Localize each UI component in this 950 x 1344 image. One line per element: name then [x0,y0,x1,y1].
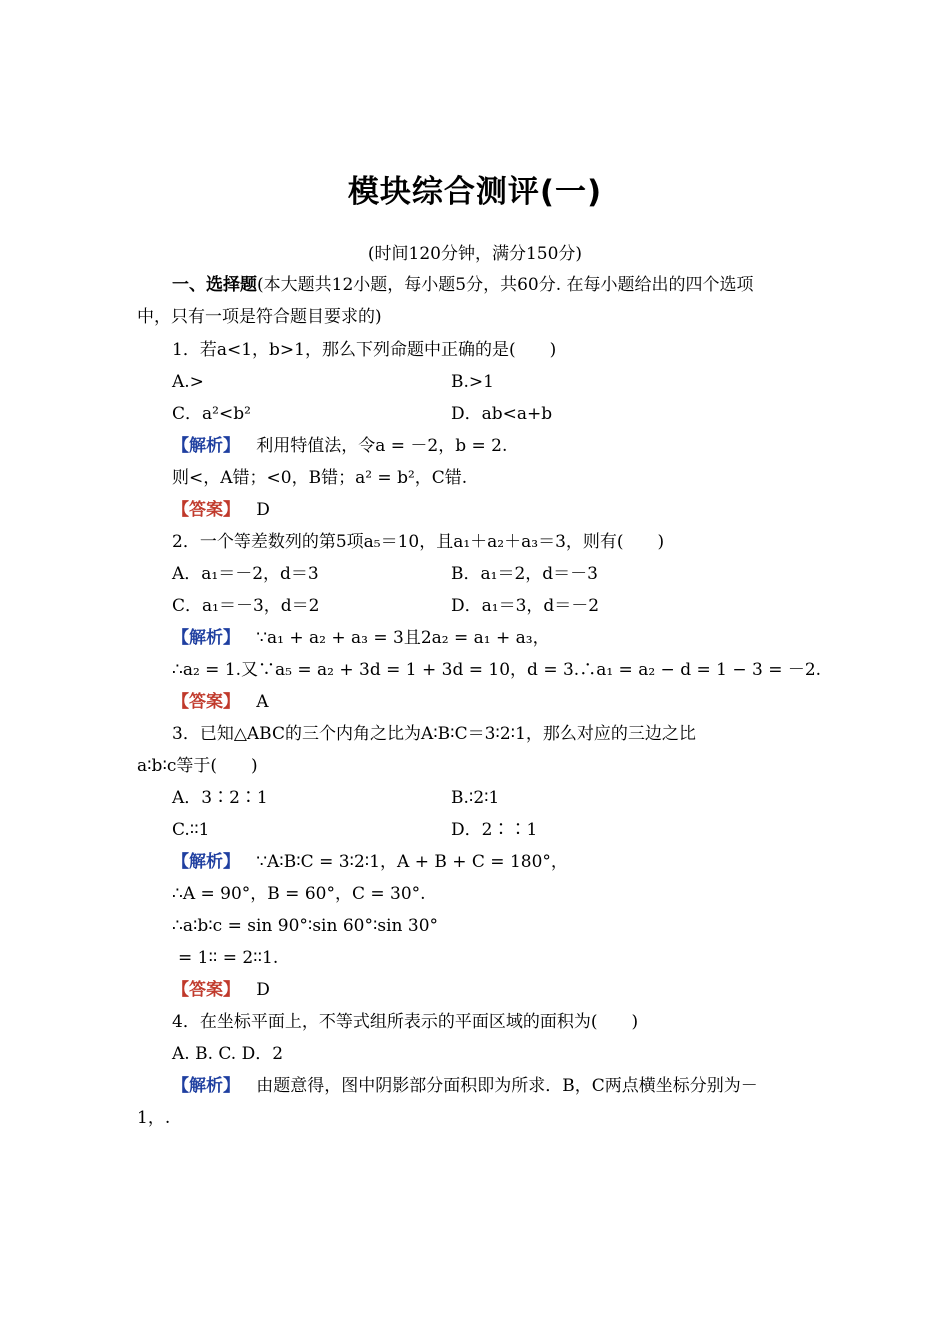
q2-analysis-line-1 [172,626,550,650]
section-desc-1: (本大题共12小题，每小题5分，共60分. 在每小题给出的四个选项 [257,275,754,295]
q4-analysis-2: 1，. [137,1108,171,1128]
q2-option-d: D．a₁＝3，d＝－2 [451,596,600,616]
q1-analysis-line-1 [172,434,507,458]
q4-options: A. B. C. D．2 [172,1044,284,1064]
q1-answer-label: 【答案】 [172,500,240,520]
q2-analysis-1: ∵a₁ + a₂ + a₃ = 3且2a₂ = a₁ + a₃， [256,628,550,648]
q3-analysis-line-1 [172,850,568,874]
q4-analysis-1: 由题意得，图中阴影部分面积即为所求．B，C两点横坐标分别为－ [256,1076,758,1096]
q3-analysis-3: ∴a∶b∶c = sin 90°∶sin 60°∶sin 30° [172,916,439,936]
q3-option-b: B.∶2∶1 [451,788,500,808]
q3-analysis-2: ∴A = 90°，B = 60°，C = 30°. [172,884,426,904]
q2-stem: 2．一个等差数列的第5项a₅＝10，且a₁＋a₂＋a₃＝3，则有( ) [172,532,665,552]
q3-stem-1: 3．已知△ABC的三个内角之比为A∶B∶C＝3∶2∶1，那么对应的三边之比 [172,724,696,744]
q3-stem-2: a∶b∶c等于( ) [137,756,258,776]
section-desc-2: 中，只有一项是符合题目要求的) [137,307,382,327]
q4-analysis-line-1 [172,1074,758,1098]
q3-option-c: C.∶∶1 [172,820,210,840]
q1-option-d: D．ab<a+b [451,404,553,424]
q3-answer-line [172,978,270,1002]
q1-stem: 1．若a<1，b>1，那么下列命题中正确的是( ) [172,340,557,360]
q2-analysis-label: 【解析】 [172,628,240,648]
page-title: 模块综合测评(一) [347,174,603,210]
q4-analysis-label: 【解析】 [172,1076,240,1096]
q3-option-a: A．3∶2∶1 [172,788,268,808]
q1-answer: D [256,500,270,520]
q2-answer: A [256,692,269,712]
q3-answer-label: 【答案】 [172,980,240,1000]
q1-option-b: B.>1 [451,372,494,392]
q3-option-d: D．2∶∶1 [451,820,538,840]
q1-analysis-1: 利用特值法，令a = －2，b = 2. [256,436,508,456]
q1-analysis-2: 则<，A错；<0，B错；a² = b²，C错. [172,468,468,488]
q1-option-c: C．a²<b² [172,404,251,424]
q2-option-a: A．a₁＝－2，d＝3 [172,564,319,584]
q2-answer-label: 【答案】 [172,692,240,712]
q3-answer: D [256,980,270,1000]
q3-analysis-label: 【解析】 [172,852,240,872]
q1-analysis-label: 【解析】 [172,436,240,456]
q2-analysis-2: ∴a₂ = 1.又∵a₅ = a₂ + 3d = 1 + 3d = 10，d = 3.∴a₁ = a₂ − d = 1 − 3 = －2. [172,660,822,680]
q4-stem: 4．在坐标平面上，不等式组所表示的平面区域的面积为( ) [172,1012,639,1032]
q2-option-b: B．a₁＝2，d＝－3 [451,564,598,584]
exam-time-info: (时间120分钟，满分150分) [367,244,583,264]
q2-option-c: C．a₁＝－3，d＝2 [172,596,320,616]
q2-answer-line [172,690,269,714]
q3-analysis-4: = 1∶∶ = 2∶∶1. [178,948,279,968]
section-heading: 一、选择题 [172,275,257,295]
section-heading-line [172,273,754,297]
q1-answer-line [172,498,270,522]
q1-option-a: A.> [172,372,204,392]
q3-analysis-1: ∵A∶B∶C = 3∶2∶1，A + B + C = 180°， [256,852,568,872]
